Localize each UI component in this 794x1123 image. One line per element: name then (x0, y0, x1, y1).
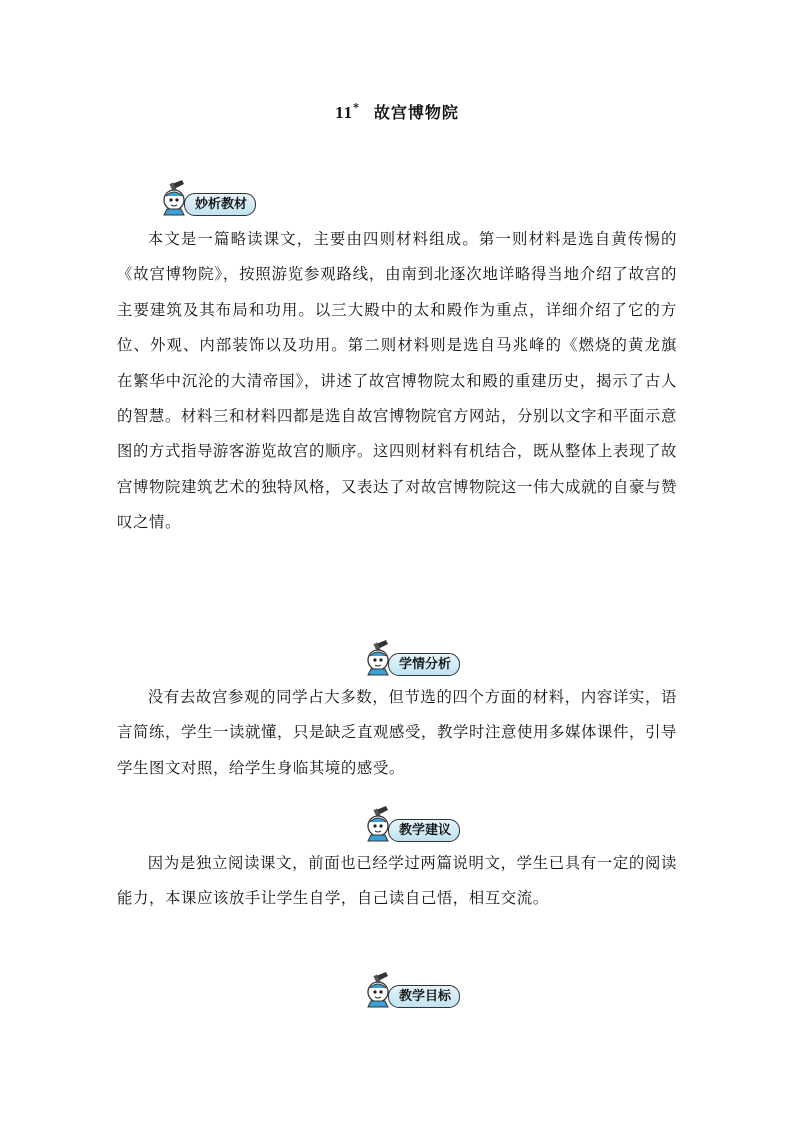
section-heading-label: 妙析教材 (184, 193, 256, 216)
section-heading-objectives (362, 972, 482, 1006)
section-heading-label: 学情分析 (388, 653, 460, 676)
section-heading-label: 教学建议 (388, 819, 460, 842)
section-paragraph: 因为是独立阅读课文，前面也已经学过两篇说明文，学生已具有一定的阅读能力，本课应该放手让学生自学，自己读自己悟，相互交流。 (117, 854, 677, 908)
section-paragraph: 没有去故宫参观的同学占大多数，但节选的四个方面的材料，内容详实，语言简练，学生一读就懂，只是缺乏直观感受，教学时注意使用多媒体课件，引导学生图文对照，给学生身临其境的感受。 (117, 688, 677, 777)
section-heading-label: 教学目标 (388, 985, 460, 1008)
section-heading-suggestions (362, 806, 482, 840)
lesson-title (0, 100, 794, 123)
section-heading-students (362, 640, 482, 674)
lesson-name: 故宫博物院 (373, 103, 459, 122)
section-paragraph: 本文是一篇略读课文，主要由四则材料组成。第一则材料是选自黄传惕的《故宫博物院》，按照游览参观路线，由南到北逐次地详略得当地介绍了故宫的主要建筑及其布局和功用。以三大殿中的太和殿作为重点，详细介绍了它的方位、外观、内部装饰以及功用。第二则材料则是选自马兆峰的《燃烧的黄龙旗 在繁华中沉沦的大清帝国》，讲述了故宫博物院太和殿的重建历史，揭示了古人的智慧。材料三和材料四都是选自故宫博物院官方网站，分别以文字和平面示意图的方式指导游客游览故宫的顺序。这四则材料有机结合，既从整体上表现了故宫博物院建筑艺术的独特风格，又表达了对故宫博物院这一伟大成就的自豪与赞叹之情。 (117, 230, 693, 532)
lesson-marker: * (353, 101, 360, 115)
lesson-number: 11 (335, 103, 354, 122)
section-heading-analysis (158, 180, 278, 214)
